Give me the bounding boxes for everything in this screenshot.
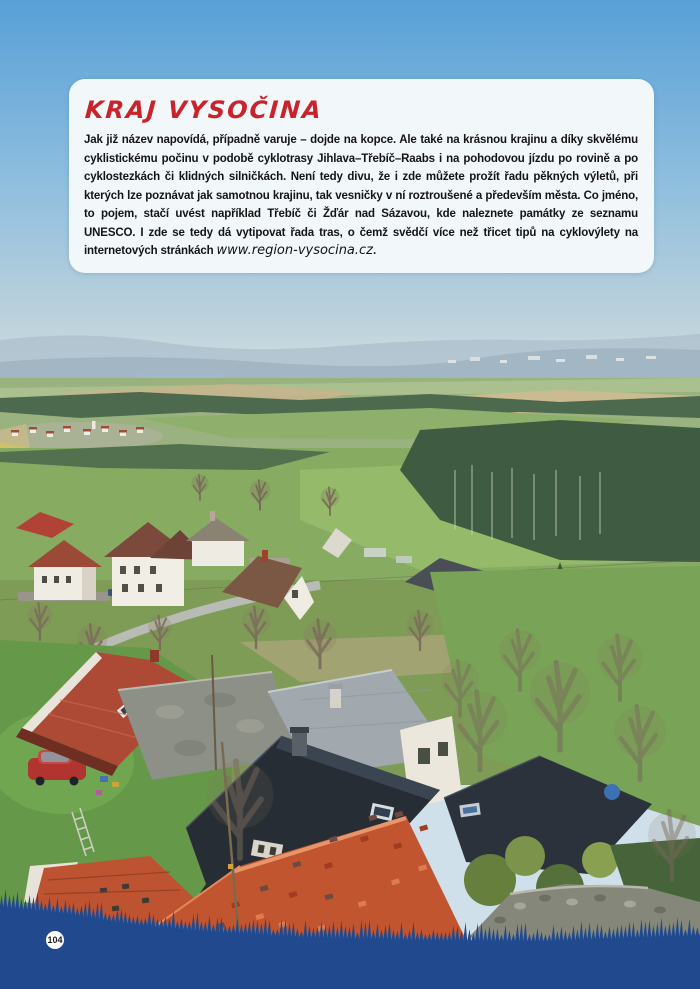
- website-link[interactable]: www.region-vysocina.cz: [216, 243, 374, 258]
- page-number-badge: [46, 931, 64, 949]
- info-card: [69, 79, 654, 273]
- region-title: KRAJ VYSOČINA: [84, 96, 324, 124]
- intro-text-end: .: [373, 245, 377, 257]
- page-number: 104: [47, 934, 63, 945]
- intro-paragraph: [84, 131, 638, 261]
- intro-text: Jak již název napovídá, případně varuje – dojde na kopce. Ale také na krásnou krajinu a díky skvělému cyklistickému počinu v podobě cyklotrasy Jihlava–Třebíč–Raabs i na pohodovou jízdu po rovině a po cyklostezkách či klidných silničkách. Není tedy divu, že i zde můžete prožít řadu pěkných výletů, při kterých lze poznávat jak samotnou krajinu, tak vesničky v ní roztroušené a především města. Co jméno, to pojem, stačí uvést například Třebíč či Žďár nad Sázavou, kde naleznete památky ze seznamu UNESCO. I zde se tedy dá vytipovat řada tras, o čemž svědčí více než třicet tipů na cyklovýlety na internetových stránkách: [84, 134, 638, 257]
